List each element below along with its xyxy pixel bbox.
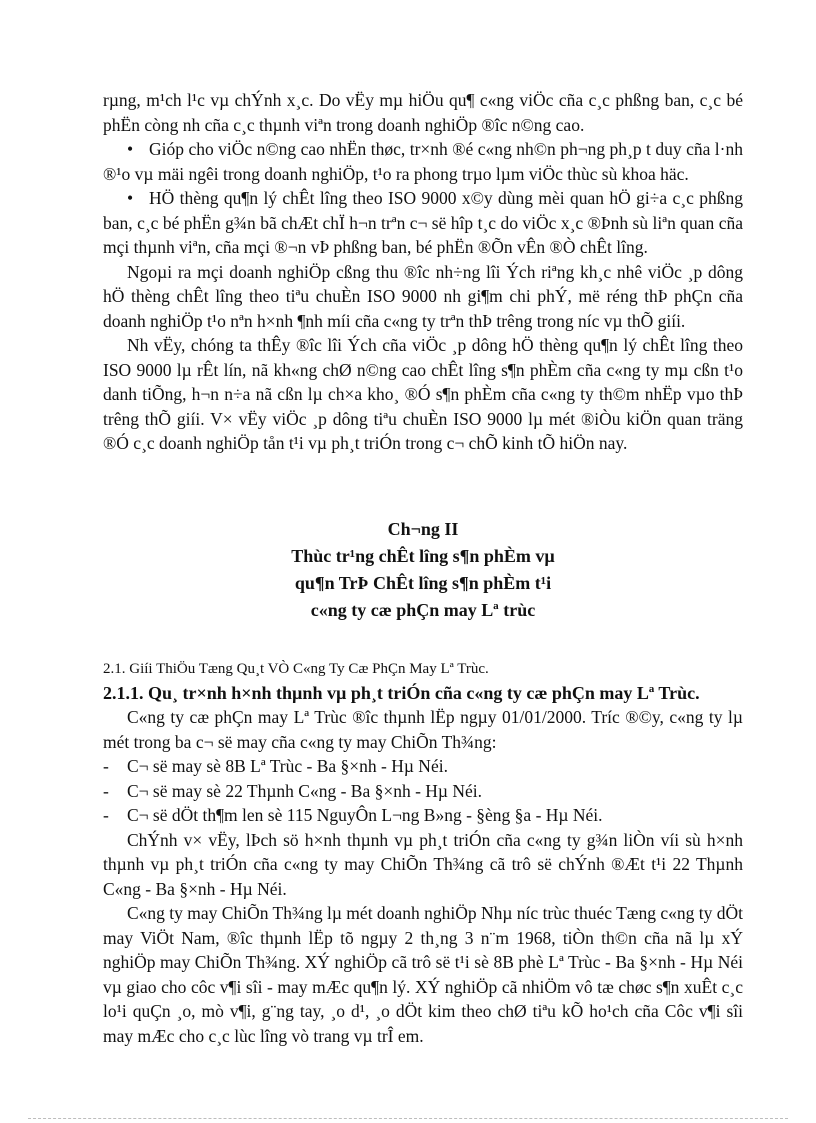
dash-list-item: - C¬ së may sè 8B Lª Trùc - Ba §×nh - Hµ Néi. xyxy=(103,754,743,779)
dash-marker: - xyxy=(103,780,109,801)
chapter-heading xyxy=(103,516,743,624)
page-bottom-divider xyxy=(28,1118,788,1119)
bullet-paragraph: • HÖ thèng qu¶n lý chÊt lîng theo ISO 9000 x©y dùng mèi quan hÖ gi÷a c¸c phßng ban, c¸c bé phËn g¾n bã chÆt chÏ h¬n trªn c¬ së hîp t¸c do viÖc x¸c ®Þnh sù liªn quan cña mçi thµnh viªn, cña mçi ®¬n vÞ phßng ban, bé phËn ®Õn vÊn ®Ò chÊt lîng. xyxy=(103,188,743,257)
chapter-title-line: qu¶n TrÞ ChÊt lîng s¶n phÈm t¹i xyxy=(294,573,552,593)
section-body xyxy=(103,705,743,1048)
dash-marker: - xyxy=(103,805,109,825)
dash-marker: - xyxy=(103,756,109,776)
intro-text-block xyxy=(103,88,743,456)
dash-list-item: - C¬ së may sè 22 Thµnh C«ng - Ba §×nh - Hµ Néi. xyxy=(103,779,743,804)
bullet-icon: • xyxy=(127,188,134,208)
paragraph: Ngoµi ra mçi doanh nghiÖp cßng thu ®îc nh÷ng lîi Ých riªng kh¸c nhê viÖc ¸p dông hÖ thèng chÊt lîng theo tiªu chuÈn ISO 9000 nh gi¶m chi phÝ, më réng thÞ phÇn cña doanh nghiÖp t¹o nªn h×nh ¶nh míi cña c«ng ty trªn thÞ trêng trong níc vµ thÕ giíi. xyxy=(103,261,743,331)
paragraph: Nh vËy, chóng ta thÊy ®îc lîi Ých cña viÖc ¸p dông hÖ thèng qu¶n lý chÊt lîng theo ISO 9000 lµ rÊt lín, nã kh«ng chØ n©ng cao chÊt lîng s¶n phÈm cña c«ng ty mµ cßn t¹o danh tiÕng, h¬n n÷a nã cßn lµ ch×a kho¸ ®Ó s¶n phÈm cña c«ng ty th©m nhËp vµo thÞ trêng thÕ giíi. V× vËy viÖc ¸p dông tiªu chuÈn ISO 9000 lµ mét ®iÒu kiÖn quan träng ®Ó c¸c doanh nghiÖp tån t¹i vµ ph¸t triÓn trong c¬ chÕ kinh tÕ hiÖn nay. xyxy=(103,335,743,453)
bullet-icon: • xyxy=(127,139,134,159)
chapter-title-line: c«ng ty cæ phÇn may Lª trùc xyxy=(310,600,536,620)
chapter-number: Ch¬ng II xyxy=(387,519,459,539)
section-heading-2-1-1: 2.1.1. Qu¸ tr×nh h×nh thµnh vµ ph¸t triÓn cña c«ng ty cæ phÇn may Lª Trùc. xyxy=(103,683,700,703)
dash-list-item: - C¬ së dÖt th¶m len sè 115 NguyÔn L¬ng B»ng - §èng §a - Hµ Néi. xyxy=(103,803,743,828)
paragraph: C«ng ty cæ phÇn may Lª Trùc ®îc thµnh lËp ngµy 01/01/2000. Tríc ®©y, c«ng ty lµ mét trong ba c¬ së may cña c«ng ty may ChiÕn Th¾ng: xyxy=(103,707,743,752)
chapter-title-line: Thùc tr¹ng chÊt lîng s¶n phÈm vµ xyxy=(291,546,555,566)
paragraph: ChÝnh v× vËy, lÞch sö h×nh thµnh vµ ph¸t triÓn cña c«ng ty g¾n liÒn víi sù h×nh thµnh vµ ph¸t triÓn cña c«ng ty may ChiÕn Th¾ng cã trô së chÝnh ®Æt t¹i 22 Thµnh C«ng - Ba §×nh - Hµ Néi. xyxy=(103,829,743,899)
section-heading-2-1: 2.1. Giíi ThiÖu Tæng Qu¸t VÒ C«ng Ty Cæ PhÇn May Lª Trùc. xyxy=(103,661,489,677)
paragraph: rµng, m¹ch l¹c vµ chÝnh x¸c. Do vËy mµ hiÖu qu¶ c«ng viÖc cña c¸c phßng ban, c¸c bé phËn còng nh cña c¸c thµnh viªn trong doanh nghiÖp ®îc n©ng cao. xyxy=(103,90,743,135)
paragraph: C«ng ty may ChiÕn Th¾ng lµ mét doanh nghiÖp Nhµ níc trùc thuéc Tæng c«ng ty dÖt may ViÖt Nam, ®îc thµnh lËp tõ ngµy 2 th¸ng 3 n¨m 1968, tiÒn th©n cña nã lµ xÝ nghiÖp may ChiÕn Th¾ng. XÝ nghiÖp cã trô së t¹i sè 8B phè Lª Trùc - Ba §×nh - Hµ Néi vµ giao cho côc v¶i sîi - may mÆc qu¶n lý. XÝ nghiÖp cã nhiÖm vô tæ chøc s¶n xuÊt c¸c lo¹i quÇn ¸o, mò v¶i, g¨ng tay, ¸o d¹, ¸o dÖt kim theo chØ tiªu kÕ ho¹ch cña Côc v¶i sîi may mÆc cho c¸c lùc lîng vò trang vµ trÎ em. xyxy=(103,903,743,1046)
bullet-paragraph: • Gióp cho viÖc n©ng cao nhËn thøc, tr×nh ®é c«ng nh©n ph¬ng ph¸p t duy cña l·nh ®¹o vµ mäi ngêi trong doanh nghiÖp, t¹o ra phong trµo lµm viÖc thùc sù khoa häc. xyxy=(103,139,743,184)
